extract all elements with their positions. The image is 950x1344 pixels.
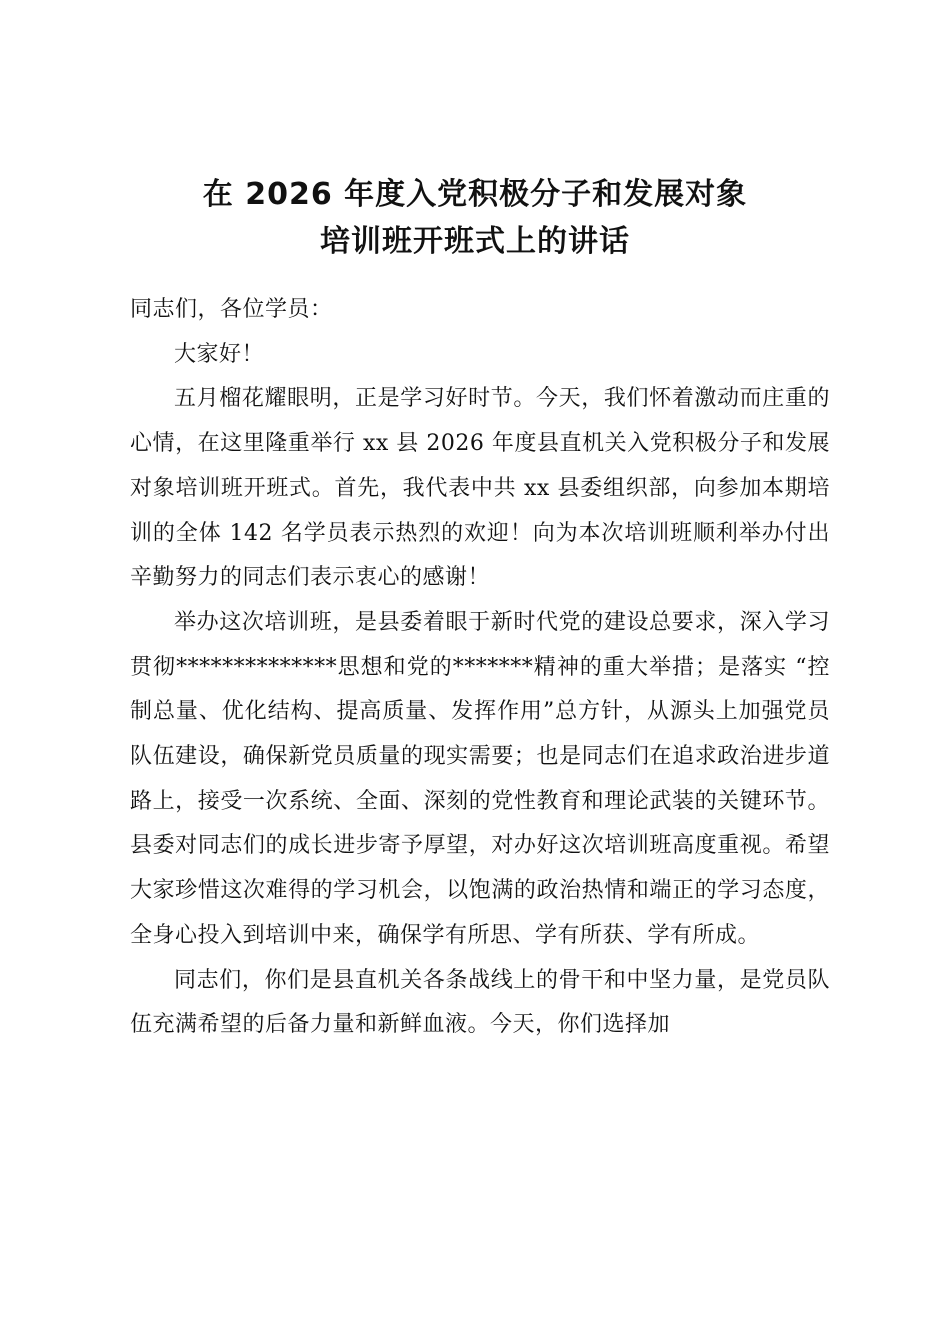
- document-title-line-2: 培训班开班式上的讲话: [320, 224, 630, 259]
- salutation: 同志们，各位学员：: [130, 297, 333, 322]
- greeting: 大家好！: [174, 341, 265, 367]
- document-body: [130, 288, 830, 1048]
- paragraph-2: 举办这次培训班，是县委着眼于新时代党的建设总要求，深入学习贯彻**************思想和党的*******精神的重大举措；是落实 “控制总量、优化结构、提高质量、发挥作用”总方针，从源头上加强党员队伍建设，确保新党员质量的现实需要；也是同志们在追求政治进步道路上，接受一次系统、全面、深刻的党性教育和理论武装的关键环节。县委对同志们的成长进步寄予厚望，对办好这次培训班高度重视。希望大家珍惜这次难得的学习机会，以饱满的政治热情和端正的学习态度，全身心投入到培训中来，确保学有所思、学有所获、学有所成。: [130, 609, 830, 948]
- paragraph-3: 同志们，你们是县直机关各条战线上的骨干和中坚力量，是党员队伍充满希望的后备力量和新鲜血液。今天，你们选择加: [130, 967, 830, 1038]
- document-title-line-1: 在 2026 年度入党积极分子和发展对象: [202, 177, 748, 212]
- paragraph-1: 五月榴花耀眼明，正是学习好时节。今天，我们怀着激动而庄重的心情，在这里隆重举行 xx 县 2026 年度县直机关入党积极分子和发展对象培训班开班式。首先，我代表中共 xx 县委组织部，向参加本期培训的全体 142 名学员表示热烈的欢迎！向为本次培训班顺利举办付出辛勤努力的同志们表示衷心的感谢！: [130, 386, 830, 591]
